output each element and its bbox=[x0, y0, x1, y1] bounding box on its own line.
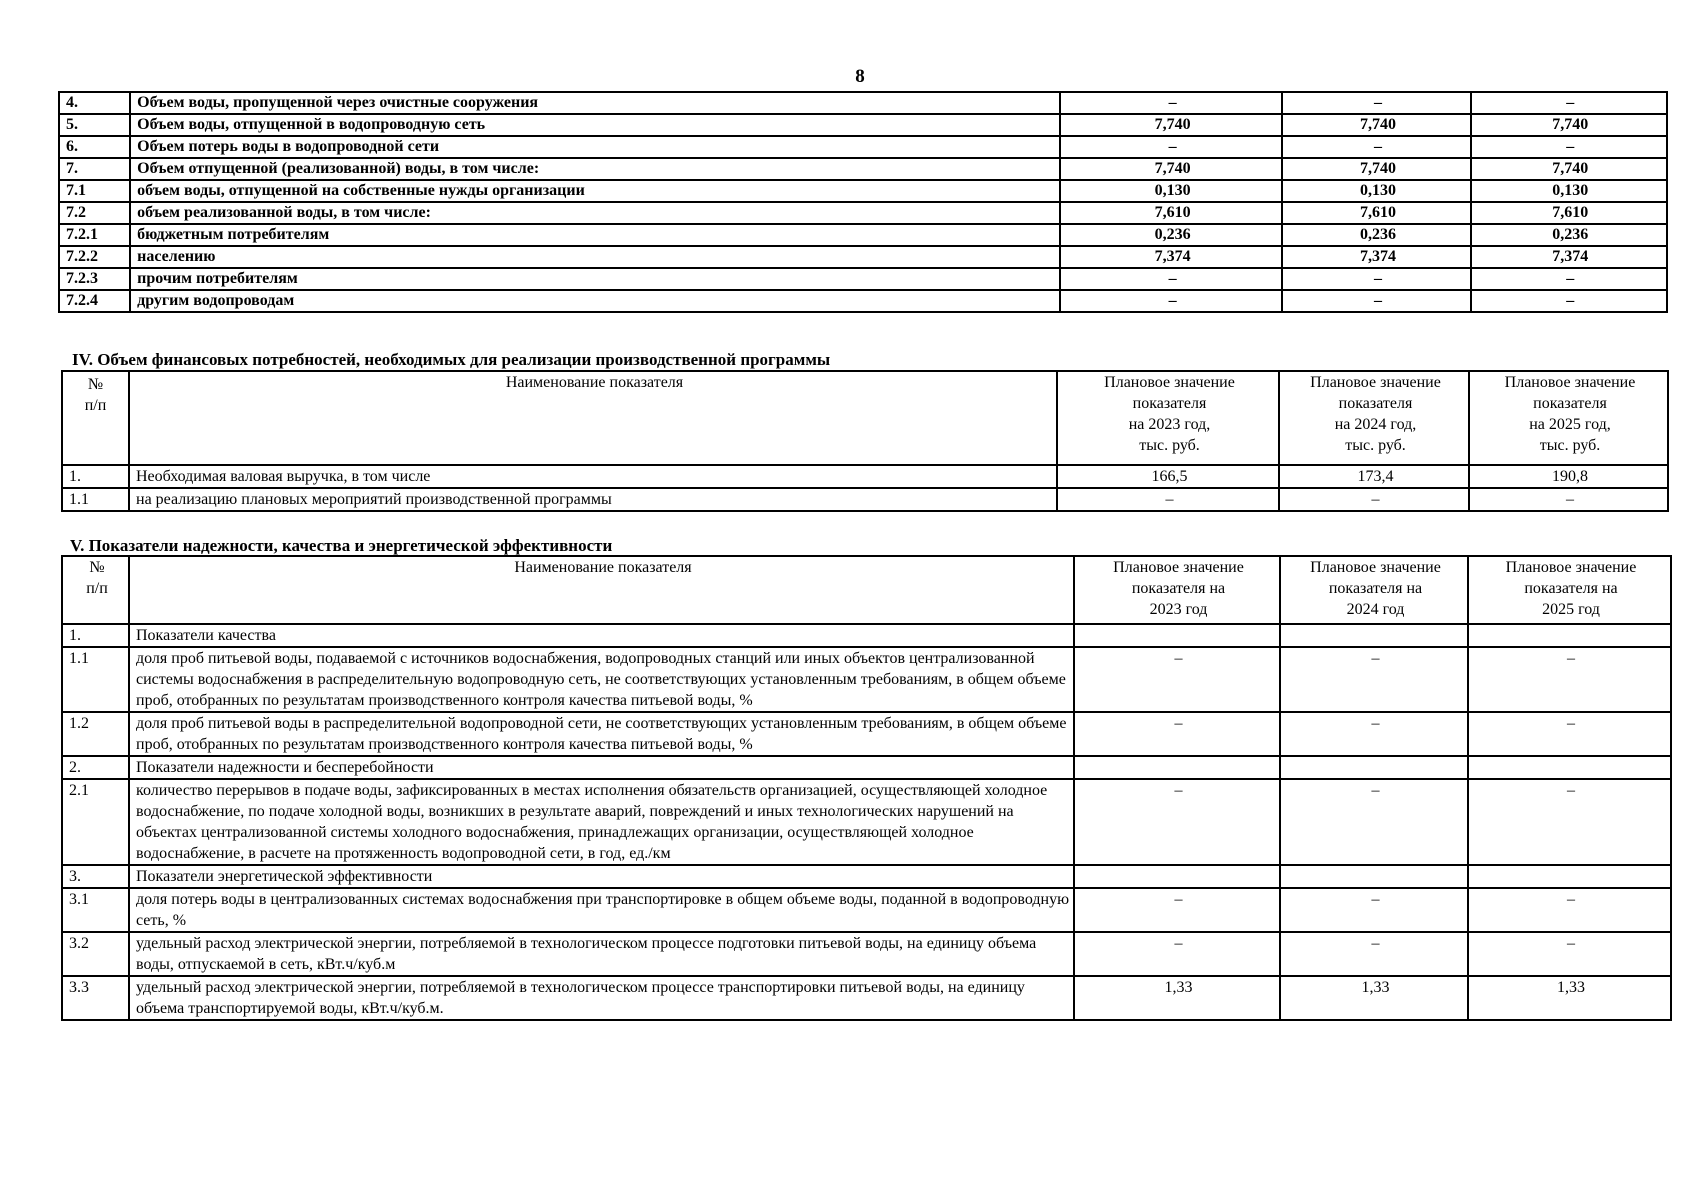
row-name: Объем потерь воды в водопроводной сети bbox=[130, 136, 1060, 158]
value-2025: – bbox=[1468, 647, 1671, 712]
value-2025: 1,33 bbox=[1468, 976, 1671, 1020]
row-name: удельный расход электрической энергии, потребляемой в технологическом процессе транспортировки питьевой воды, на единицу объема транспортируемой воды, кВт.ч/куб.м. bbox=[129, 976, 1074, 1020]
reliability-quality-table bbox=[61, 555, 1672, 1021]
row-number: 1.1 bbox=[62, 488, 129, 511]
value-2025: 7,740 bbox=[1471, 158, 1667, 180]
table-row bbox=[62, 647, 1671, 712]
row-name: доля потерь воды в централизованных системах водоснабжения при транспортировке в общем объеме воды, поданной в водопроводную сеть, % bbox=[129, 888, 1074, 932]
column-header-number: № п/п bbox=[62, 556, 129, 624]
value-2023: 7,610 bbox=[1060, 202, 1282, 224]
value-2023 bbox=[1074, 865, 1280, 888]
column-header-name: Наименование показателя bbox=[129, 556, 1074, 624]
value-2025 bbox=[1468, 756, 1671, 779]
column-header-2024: Плановое значение показателя на 2024 год, тыс. руб. bbox=[1279, 371, 1469, 465]
table-row bbox=[62, 932, 1671, 976]
value-2025: – bbox=[1468, 779, 1671, 865]
row-name: количество перерывов в подаче воды, зафиксированных в местах исполнения обязательств организацией, осуществляющей холодное водоснабжение, по подаче холодной воды, возникших в результате аварий, повреждений и иных технологических нарушений на объектах централизованной системы холодного водоснабжения, принадлежащих организации, осуществляющей холодное водоснабжение, в расчете на протяженность водопроводной сети, в год, ед./км bbox=[129, 779, 1074, 865]
table-row bbox=[62, 488, 1668, 511]
table-row bbox=[62, 465, 1668, 488]
row-name: населению bbox=[130, 246, 1060, 268]
value-2025: – bbox=[1471, 268, 1667, 290]
row-name: доля проб питьевой воды, подаваемой с источников водоснабжения, водопроводных станций или иных объектов централизованной системы водоснабжения в распределительную водопроводную сеть, не соответствующих установленным требованиям, в общем объеме проб, отобранных по результатам производственного контроля качества питьевой воды, % bbox=[129, 647, 1074, 712]
row-number: 4. bbox=[59, 92, 130, 114]
table-row bbox=[62, 756, 1671, 779]
row-number: 3.1 bbox=[62, 888, 129, 932]
table-row bbox=[62, 976, 1671, 1020]
value-2025: – bbox=[1468, 712, 1671, 756]
row-name: бюджетным потребителям bbox=[130, 224, 1060, 246]
table-row bbox=[59, 290, 1667, 312]
column-header-2023: Плановое значение показателя на 2023 год bbox=[1074, 556, 1280, 624]
value-2024: 0,130 bbox=[1282, 180, 1470, 202]
value-2023: 7,740 bbox=[1060, 158, 1282, 180]
value-2025: 190,8 bbox=[1469, 465, 1668, 488]
row-number: 5. bbox=[59, 114, 130, 136]
row-number: 1.1 bbox=[62, 647, 129, 712]
value-2023: – bbox=[1060, 290, 1282, 312]
row-number: 2. bbox=[62, 756, 129, 779]
row-number: 2.1 bbox=[62, 779, 129, 865]
value-2023: – bbox=[1060, 92, 1282, 114]
row-name: Показатели энергетической эффективности bbox=[129, 865, 1074, 888]
column-header-2023: Плановое значение показателя на 2023 год, тыс. руб. bbox=[1057, 371, 1279, 465]
value-2024: – bbox=[1282, 92, 1470, 114]
value-2023: – bbox=[1057, 488, 1279, 511]
value-2025 bbox=[1468, 624, 1671, 647]
value-2024: – bbox=[1280, 888, 1468, 932]
value-2024: 1,33 bbox=[1280, 976, 1468, 1020]
value-2023: – bbox=[1074, 712, 1280, 756]
row-number: 3.3 bbox=[62, 976, 129, 1020]
table-header-row bbox=[62, 371, 1668, 465]
value-2023: – bbox=[1060, 268, 1282, 290]
financial-needs-table bbox=[61, 370, 1669, 512]
row-name: Объем воды, пропущенной через очистные сооружения bbox=[130, 92, 1060, 114]
section-v-title: V. Показатели надежности, качества и энергетической эффективности bbox=[70, 536, 613, 555]
row-number: 1. bbox=[62, 465, 129, 488]
row-name: объем реализованной воды, в том числе: bbox=[130, 202, 1060, 224]
row-number: 7.2.1 bbox=[59, 224, 130, 246]
value-2023: 166,5 bbox=[1057, 465, 1279, 488]
value-2024: – bbox=[1282, 268, 1470, 290]
row-number: 1.2 bbox=[62, 712, 129, 756]
value-2025: 7,610 bbox=[1471, 202, 1667, 224]
value-2024: 7,740 bbox=[1282, 158, 1470, 180]
table-row bbox=[62, 712, 1671, 756]
row-name: другим водопроводам bbox=[130, 290, 1060, 312]
value-2024: – bbox=[1282, 290, 1470, 312]
value-2024: 7,610 bbox=[1282, 202, 1470, 224]
row-number: 7.2.3 bbox=[59, 268, 130, 290]
value-2024: 173,4 bbox=[1279, 465, 1469, 488]
table-row bbox=[62, 888, 1671, 932]
value-2024: – bbox=[1280, 712, 1468, 756]
value-2023: – bbox=[1074, 779, 1280, 865]
table-row bbox=[59, 268, 1667, 290]
row-number: 6. bbox=[59, 136, 130, 158]
value-2025: 7,740 bbox=[1471, 114, 1667, 136]
row-name: прочим потребителям bbox=[130, 268, 1060, 290]
value-2024: – bbox=[1280, 932, 1468, 976]
table-row bbox=[59, 92, 1667, 114]
table-row bbox=[59, 202, 1667, 224]
table-row bbox=[62, 779, 1671, 865]
value-2024: 7,374 bbox=[1282, 246, 1470, 268]
row-name: Объем воды, отпущенной в водопроводную сеть bbox=[130, 114, 1060, 136]
row-name: на реализацию плановых мероприятий производственной программы bbox=[129, 488, 1057, 511]
row-number: 3. bbox=[62, 865, 129, 888]
row-name: Показатели надежности и бесперебойности bbox=[129, 756, 1074, 779]
value-2023: 7,374 bbox=[1060, 246, 1282, 268]
row-name: Показатели качества bbox=[129, 624, 1074, 647]
table-row bbox=[59, 180, 1667, 202]
value-2025: – bbox=[1471, 136, 1667, 158]
value-2024 bbox=[1280, 624, 1468, 647]
column-header-2025: Плановое значение показателя на 2025 год bbox=[1468, 556, 1671, 624]
value-2024 bbox=[1280, 756, 1468, 779]
table-row bbox=[62, 865, 1671, 888]
row-number: 7.2 bbox=[59, 202, 130, 224]
value-2025: – bbox=[1471, 92, 1667, 114]
value-2025: – bbox=[1468, 888, 1671, 932]
row-name: Необходимая валовая выручка, в том числе bbox=[129, 465, 1057, 488]
row-number: 7. bbox=[59, 158, 130, 180]
value-2025: – bbox=[1469, 488, 1668, 511]
table-header-row bbox=[62, 556, 1671, 624]
column-header-2024: Плановое значение показателя на 2024 год bbox=[1280, 556, 1468, 624]
table-row bbox=[62, 624, 1671, 647]
value-2024: – bbox=[1279, 488, 1469, 511]
table-row bbox=[59, 224, 1667, 246]
value-2023: 7,740 bbox=[1060, 114, 1282, 136]
table-row bbox=[59, 246, 1667, 268]
value-2024: – bbox=[1282, 136, 1470, 158]
row-name: удельный расход электрической энергии, потребляемой в технологическом процессе подготовки питьевой воды, на единицу объема воды, отпускаемой в сеть, кВт.ч/куб.м bbox=[129, 932, 1074, 976]
value-2025: 0,236 bbox=[1471, 224, 1667, 246]
value-2023: 1,33 bbox=[1074, 976, 1280, 1020]
value-2025: 0,130 bbox=[1471, 180, 1667, 202]
section-iv-title: IV. Объем финансовых потребностей, необходимых для реализации производственной программы bbox=[72, 350, 831, 369]
value-2023: 0,130 bbox=[1060, 180, 1282, 202]
row-name: доля проб питьевой воды в распределительной водопроводной сети, не соответствующих установленным требованиям, в общем объеме проб, отобранных по результатам производственного контроля качества питьевой воды, % bbox=[129, 712, 1074, 756]
page-number: 8 bbox=[855, 66, 865, 87]
column-header-2025: Плановое значение показателя на 2025 год, тыс. руб. bbox=[1469, 371, 1668, 465]
column-header-number: № п/п bbox=[62, 371, 129, 465]
table-row bbox=[59, 136, 1667, 158]
value-2023: – bbox=[1074, 932, 1280, 976]
value-2023: – bbox=[1060, 136, 1282, 158]
value-2024: 0,236 bbox=[1282, 224, 1470, 246]
row-number: 3.2 bbox=[62, 932, 129, 976]
table-row bbox=[59, 114, 1667, 136]
value-2024 bbox=[1280, 865, 1468, 888]
value-2023: 0,236 bbox=[1060, 224, 1282, 246]
value-2023: – bbox=[1074, 888, 1280, 932]
row-number: 7.2.2 bbox=[59, 246, 130, 268]
row-number: 7.1 bbox=[59, 180, 130, 202]
value-2023 bbox=[1074, 756, 1280, 779]
value-2023 bbox=[1074, 624, 1280, 647]
row-name: объем воды, отпущенной на собственные нужды организации bbox=[130, 180, 1060, 202]
table-row bbox=[59, 158, 1667, 180]
column-header-name: Наименование показателя bbox=[129, 371, 1057, 465]
row-number: 7.2.4 bbox=[59, 290, 130, 312]
value-2025: 7,374 bbox=[1471, 246, 1667, 268]
value-2025: – bbox=[1471, 290, 1667, 312]
value-2025: – bbox=[1468, 932, 1671, 976]
value-2025 bbox=[1468, 865, 1671, 888]
row-number: 1. bbox=[62, 624, 129, 647]
value-2024: 7,740 bbox=[1282, 114, 1470, 136]
water-volume-table bbox=[58, 91, 1668, 313]
row-name: Объем отпущенной (реализованной) воды, в том числе: bbox=[130, 158, 1060, 180]
value-2023: – bbox=[1074, 647, 1280, 712]
value-2024: – bbox=[1280, 647, 1468, 712]
value-2024: – bbox=[1280, 779, 1468, 865]
